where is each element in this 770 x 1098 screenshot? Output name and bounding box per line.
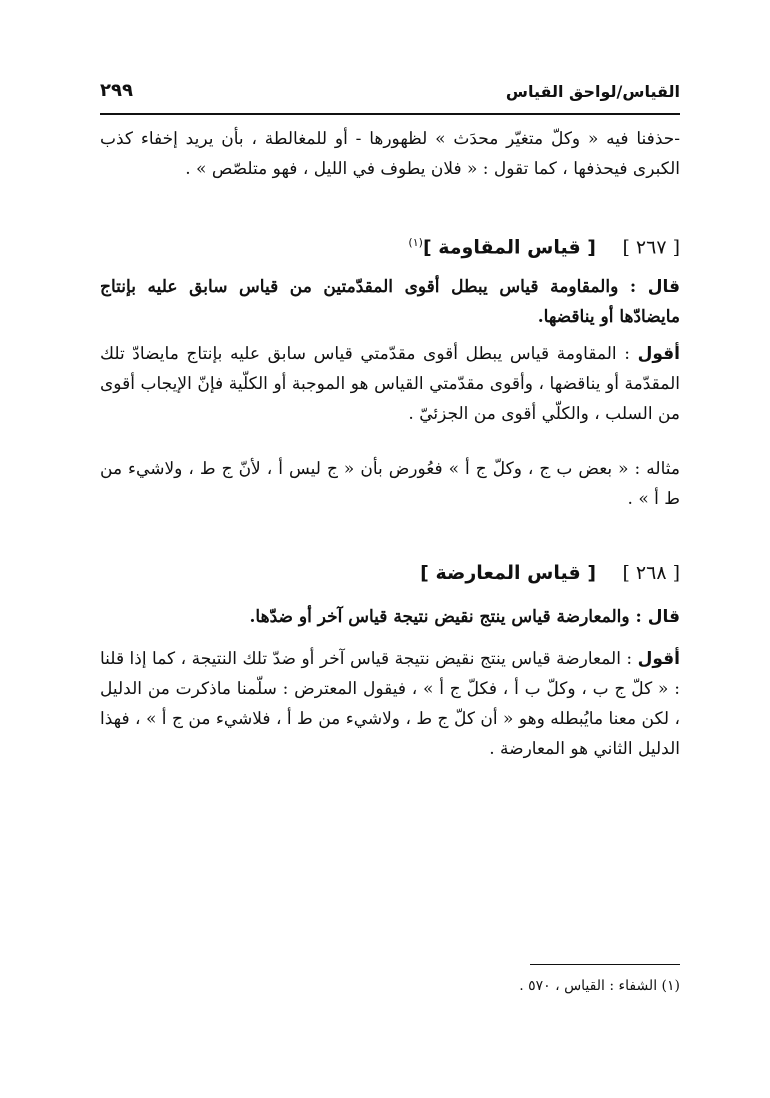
page-header — [100, 80, 680, 110]
section-267-qal — [100, 272, 680, 332]
section-268-title: [ قياس المعارضة ] — [420, 562, 596, 584]
aqul-text: : المقاومة قياس يبطل أقوى مقدّمتي قياس سابق عليه بإنتاج مايضادّ تلك المقدّمة أو يناقضها ، وأقوى مقدّمتي القياس هو الموجبة أو الكلّية فإنّ الإيجاب أقوى من السلب ، والكلّي أقوى من الجزئيّ . — [100, 344, 680, 424]
aqul-keyword: أقول — [637, 344, 680, 364]
qal-keyword: قال — [647, 607, 680, 627]
aqul-keyword: أقول — [637, 649, 680, 669]
section-268-number: [ ٢٦٨ ] — [622, 562, 680, 584]
section-267-example: مثاله : « بعض ب ج ، وكلّ ج أ » فعُورض بأن « ج ليس أ ، لأنّ ج ط ، ولاشيء من ط أ » . — [100, 459, 680, 509]
footnote-rule — [530, 964, 680, 965]
section-268-qal — [100, 602, 680, 632]
section-267-aqul — [100, 339, 680, 429]
page-number: ٢٩٩ — [100, 80, 133, 101]
qal-keyword: قال — [647, 277, 680, 297]
section-267-heading — [100, 228, 680, 262]
aqul-text: : المعارضة قياس ينتج نقيض نتيجة قياس آخر أو ضدّ تلك النتيجة ، كما إذا قلنا : « كلّ ج ب ، وكلّ ب أ ، فكلّ ج أ » ، فيقول المعترض : سلّمنا ماذكرت من الدليل ، لكن معنا مايُبطله وهو « أن كلّ ج ط ، ولاشيء من ط أ ، فلاشيء من ج أ » ، فهذا الدليل الثاني هو المعارضة . — [100, 649, 680, 759]
footnote-marker: (١) — [408, 236, 423, 249]
running-head: القياس/لواحق القياس — [505, 82, 680, 101]
qal-text: : والمعارضة قياس ينتج نقيض نتيجة قياس آخر أو ضدّها. — [249, 607, 648, 627]
section-268-heading — [100, 558, 680, 588]
header-rule — [100, 113, 680, 115]
section-267-title: [ قياس المقاومة ] — [422, 236, 596, 259]
qal-text: : والمقاومة قياس يبطل أقوى المقدّمتين من قياس سابق عليه بإنتاج مايضادّها أو يناقضها. — [100, 277, 680, 327]
paragraph-continuation: -حذفنا فيه « وكلّ متغيّر محدَث » لظهورها - أو للمغالطة ، بأن يريد إخفاء كذب الكبرى فيحذفها ، كما تقول : « فلان يطوف في الليل ، فهو متلصّص » . — [100, 129, 680, 179]
section-267-number: [ ٢٦٧ ] — [622, 236, 680, 259]
footnote: (١) الشفاء : القياس ، ٥٧٠ . — [519, 978, 680, 994]
section-268-aqul — [100, 644, 680, 764]
